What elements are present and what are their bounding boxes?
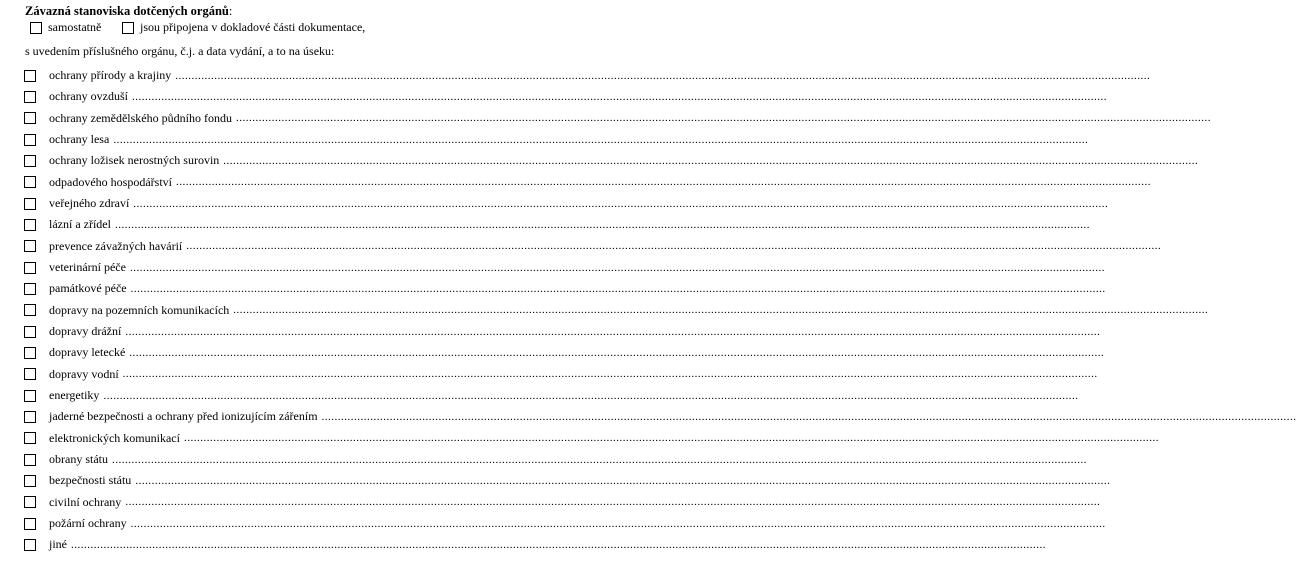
fill-in-line[interactable]: ............................................................................................................................................................................................................................................................................................................ xyxy=(103,389,1079,402)
list-item[interactable] xyxy=(24,65,1151,86)
list-item-label: ochrany lesa xyxy=(49,132,110,147)
checkbox[interactable] xyxy=(24,347,36,359)
checkbox[interactable] xyxy=(24,326,36,338)
fill-in-line[interactable]: ............................................................................................................................................................................................................................................................................................................ xyxy=(321,410,1297,423)
fill-in-line[interactable]: ............................................................................................................................................................................................................................................................................................................ xyxy=(122,368,1098,381)
checkbox-attached[interactable] xyxy=(122,22,134,34)
checkbox-separately[interactable] xyxy=(30,22,42,34)
checkbox[interactable] xyxy=(24,390,36,402)
list-item-label: veterinární péče xyxy=(49,260,126,275)
checkbox[interactable] xyxy=(24,368,36,380)
list-item-label: civilní ochrany xyxy=(49,494,122,509)
list-item[interactable] xyxy=(24,300,1209,321)
fill-in-line[interactable]: ............................................................................................................................................................................................................................................................................................................ xyxy=(130,282,1106,295)
list-item-label: požární ochrany xyxy=(49,516,127,531)
fill-in-line[interactable]: ............................................................................................................................................................................................................................................................................................................ xyxy=(125,325,1101,338)
list-item-label: ochrany ovzduší xyxy=(49,89,128,104)
list-item-label: ochrany přírody a krajiny xyxy=(49,68,172,83)
list-item-label: jaderné bezpečnosti a ochrany před ionizujícím zářením xyxy=(49,409,318,424)
list-item[interactable] xyxy=(24,342,1105,363)
list-item-label: odpadového hospodářství xyxy=(49,174,172,189)
checkbox[interactable] xyxy=(24,539,36,551)
sector-list xyxy=(24,65,1297,556)
list-item-label: lázní a zřídel xyxy=(49,217,111,232)
list-item-label: dopravy drážní xyxy=(49,324,122,339)
list-item[interactable] xyxy=(24,86,1107,107)
fill-in-line[interactable]: ............................................................................................................................................................................................................................................................................................................ xyxy=(71,538,1046,551)
list-item[interactable] xyxy=(24,449,1087,470)
option-separately-label: samostatně xyxy=(48,20,102,34)
list-item[interactable] xyxy=(24,364,1098,385)
fill-in-line[interactable]: ............................................................................................................................................................................................................................................................................................................ xyxy=(175,69,1151,82)
checkbox[interactable] xyxy=(24,454,36,466)
fill-in-line[interactable]: ............................................................................................................................................................................................................................................................................................................ xyxy=(114,218,1090,231)
fill-in-line[interactable]: ............................................................................................................................................................................................................................................................................................................ xyxy=(129,261,1105,274)
fill-in-line[interactable]: ............................................................................................................................................................................................................................................................................................................ xyxy=(135,474,1111,487)
fill-in-line[interactable]: ............................................................................................................................................................................................................................................................................................................ xyxy=(235,112,1211,125)
list-item[interactable] xyxy=(24,513,1106,534)
checkbox[interactable] xyxy=(24,134,36,146)
option-attached-label: jsou připojena v dokladové části dokumentace, xyxy=(140,20,366,34)
list-item-label: veřejného zdraví xyxy=(49,196,130,211)
checkbox[interactable] xyxy=(24,176,36,188)
list-item[interactable] xyxy=(24,428,1159,449)
option-attached[interactable] xyxy=(122,20,365,35)
fill-in-line[interactable]: ............................................................................................................................................................................................................................................................................................................ xyxy=(133,197,1109,210)
checkbox[interactable] xyxy=(24,240,36,252)
list-item[interactable] xyxy=(24,278,1106,299)
list-item-label: dopravy na pozemních komunikacích xyxy=(49,302,230,317)
list-item[interactable] xyxy=(24,257,1105,278)
checkbox[interactable] xyxy=(24,70,36,82)
list-item[interactable] xyxy=(24,172,1151,193)
fill-in-line[interactable]: ............................................................................................................................................................................................................................................................................................................ xyxy=(233,304,1209,317)
checkbox[interactable] xyxy=(24,219,36,231)
list-item-label: energetiky xyxy=(49,388,100,403)
fill-in-line[interactable]: ............................................................................................................................................................................................................................................................................................................ xyxy=(186,240,1162,253)
list-item[interactable] xyxy=(24,492,1101,513)
fill-in-line[interactable]: ............................................................................................................................................................................................................................................................................................................ xyxy=(113,133,1089,146)
list-item[interactable] xyxy=(24,214,1090,235)
list-item[interactable] xyxy=(24,406,1297,427)
list-item-label: elektronických komunikací xyxy=(49,430,180,445)
subheading: s uvedením příslušného orgánu, č.j. a data vydání, a to na úseku: xyxy=(25,44,335,58)
checkbox[interactable] xyxy=(24,432,36,444)
fill-in-line[interactable]: ............................................................................................................................................................................................................................................................................................................ xyxy=(223,154,1199,167)
fill-in-line[interactable]: ............................................................................................................................................................................................................................................................................................................ xyxy=(130,517,1106,530)
list-item-label: obrany státu xyxy=(49,452,108,467)
checkbox[interactable] xyxy=(24,518,36,530)
list-item[interactable] xyxy=(24,534,1046,555)
list-item[interactable] xyxy=(24,150,1199,171)
fill-in-line[interactable]: ............................................................................................................................................................................................................................................................................................................ xyxy=(175,176,1151,189)
option-separately[interactable] xyxy=(30,20,101,35)
checkbox[interactable] xyxy=(24,155,36,167)
fill-in-line[interactable]: ............................................................................................................................................................................................................................................................................................................ xyxy=(112,453,1087,466)
list-item[interactable] xyxy=(24,193,1109,214)
checkbox[interactable] xyxy=(24,91,36,103)
fill-in-line[interactable]: ............................................................................................................................................................................................................................................................................................................ xyxy=(131,90,1107,103)
fill-in-line[interactable]: ............................................................................................................................................................................................................................................................................................................ xyxy=(129,346,1105,359)
list-item[interactable] xyxy=(24,129,1089,150)
checkbox[interactable] xyxy=(24,411,36,423)
list-item-label: dopravy vodní xyxy=(49,366,119,381)
list-item[interactable] xyxy=(24,321,1101,342)
list-item-label: památkové péče xyxy=(49,281,127,296)
checkbox[interactable] xyxy=(24,496,36,508)
list-item-label: dopravy letecké xyxy=(49,345,126,360)
list-item-label: ochrany zemědělského půdního fondu xyxy=(49,110,232,125)
list-item[interactable] xyxy=(24,108,1211,129)
list-item[interactable] xyxy=(24,470,1111,491)
list-item[interactable] xyxy=(24,236,1162,257)
fill-in-line[interactable]: ............................................................................................................................................................................................................................................................................................................ xyxy=(125,496,1101,509)
list-item-label: prevence závažných havárií xyxy=(49,238,183,253)
list-item[interactable] xyxy=(24,385,1079,406)
checkbox[interactable] xyxy=(24,112,36,124)
list-item-label: jiné xyxy=(49,537,67,552)
checkbox[interactable] xyxy=(24,262,36,274)
fill-in-line[interactable]: ............................................................................................................................................................................................................................................................................................................ xyxy=(183,432,1159,445)
checkbox[interactable] xyxy=(24,304,36,316)
list-item-label: ochrany ložisek nerostných surovin xyxy=(49,153,220,168)
checkbox[interactable] xyxy=(24,475,36,487)
checkbox[interactable] xyxy=(24,283,36,295)
list-item-label: bezpečnosti státu xyxy=(49,473,132,488)
checkbox[interactable] xyxy=(24,198,36,210)
section-title: Závazná stanoviska dotčených orgánů: xyxy=(25,4,233,18)
